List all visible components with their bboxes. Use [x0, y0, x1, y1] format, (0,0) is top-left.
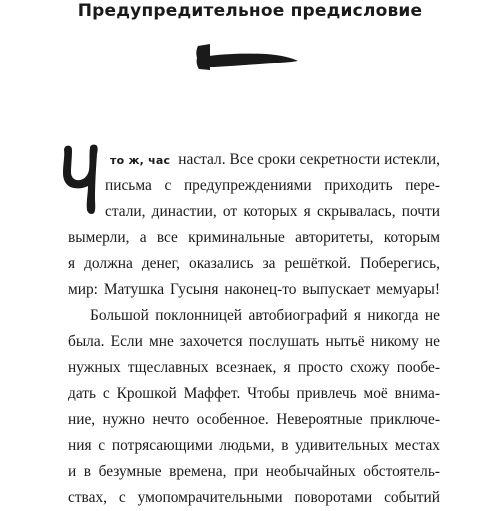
- paragraph-1-line-4: вымерли, а все криминальные авторитеты, которым: [68, 229, 440, 246]
- paragraph-1-line-3: стали, династии, от которых я скрывалась, почти: [105, 203, 440, 220]
- paragraph-1-line-1: то ж, час настал. Все сроки секретности истекли,: [110, 151, 441, 168]
- chapter-title: Предупредительное предисловие: [77, 1, 423, 21]
- paragraph-2-line-2: была. Если мне захочется послушать нытьё никому не: [68, 333, 440, 350]
- body-text: [68, 147, 440, 511]
- lead-in-smallcaps: то ж, час: [110, 154, 171, 167]
- paragraph-2-line-1: Большой поклонницей автобиографий я никогда не: [90, 307, 440, 324]
- paragraph-1-line-5: я должна денег, оказались за решёткой. Поберегись,: [68, 255, 440, 272]
- brush-stroke-decoration: [196, 36, 300, 76]
- paragraph-1-line-2: письма с предупреждениями приходить пере-: [105, 177, 440, 194]
- paragraph-2-line-4: дать с Крошкой Маффет. Чтобы привлечь моё внима-: [68, 385, 440, 402]
- paragraph-2-line-5: ние, нужно нечто особенное. Невероятные приключе-: [68, 411, 440, 428]
- paragraph-2-line-6: ния с потрясающими людьми, в удивительных местах: [68, 437, 440, 454]
- paragraph-1-line-6: мир: Матушка Гусыня наконец-то выпускает мемуары!: [68, 281, 440, 298]
- paragraph-2-line-7: и в безумные времена, при необычайных обстоятель-: [68, 463, 440, 480]
- paragraph-2-line-3: нужных тщеславных всезнаек, я просто схожу пообе-: [68, 359, 440, 376]
- paragraph-2-line-8: ствах, с умопомрачительными поворотами событий: [68, 489, 440, 506]
